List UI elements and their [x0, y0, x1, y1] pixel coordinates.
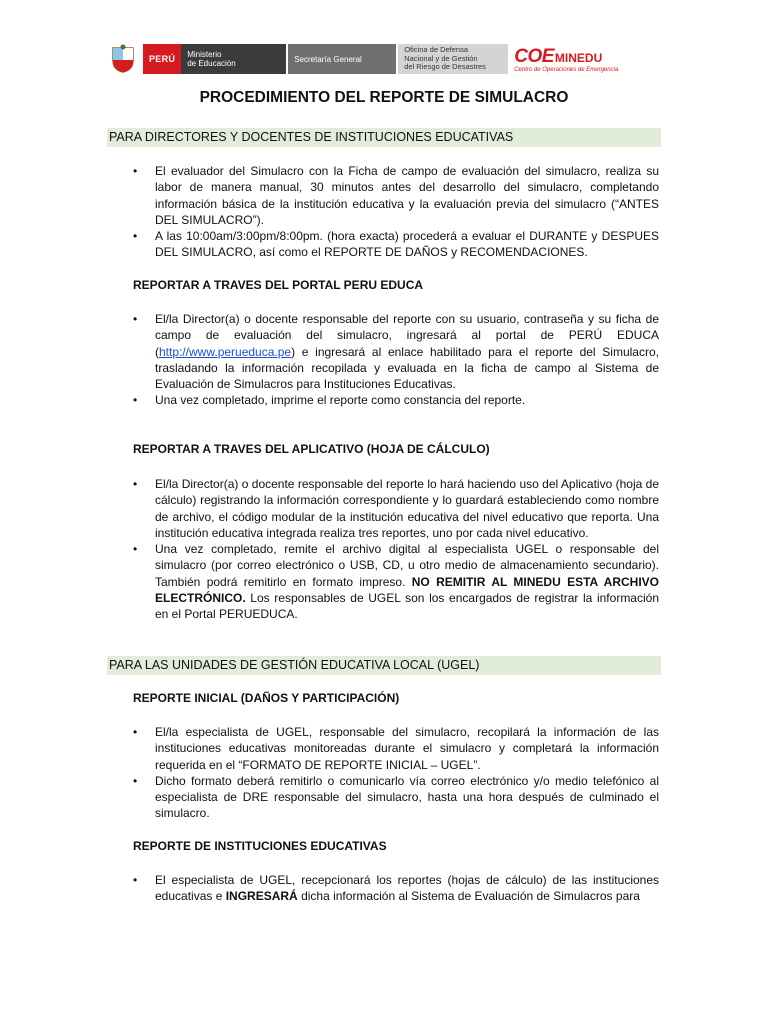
peru-label: PERÚ	[149, 54, 176, 64]
minedu-logo-text: MINEDU	[554, 50, 603, 65]
aplicativo-b2-text-after: Los responsables de UGEL son los encargados de registrar la información en el Portal PERUEDUCA.	[155, 591, 659, 622]
coe-subtitle: Centro de Operaciones de Emergencia	[514, 66, 619, 73]
subheading-reporte-ie: REPORTE DE INSTITUCIONES EDUCATIVAS	[133, 839, 387, 853]
list-item: • Dicho formato deberá remitirlo o comunicarlo vía correo electrónico y/o medio telefónico al especialista de DRE responsable del simulacro, hasta una hora después de culminado el simulacro.	[133, 773, 659, 822]
header-logos	[107, 44, 675, 74]
coe-minedu-logo	[514, 46, 618, 73]
peru-brand	[143, 44, 181, 74]
secretaria-label: Secretaría General	[294, 54, 362, 64]
list-item	[133, 541, 659, 622]
aplicativo-bullet-list	[133, 476, 659, 623]
portal-b1-text-after: ) e ingresará al enlace habilitado para el reporte del Simulacro, trasladando la información recopilada y evaluada en la ficha de campo al Sistema de Evaluación de Simulacros para Instituciones Educativas.	[155, 344, 659, 392]
reporte-ie-b1-bold: INGRESARÁ	[225, 889, 298, 904]
list-item: • A las 10:00am/3:00pm/8:00pm. (hora exacta) procederá a evaluar el DURANTE y DESPUES DEL SIMULACRO, así como el REPORTE DE DAÑOS y RECOMENDACIONES.	[133, 228, 659, 261]
peru-coat-of-arms-icon	[107, 43, 139, 75]
reporte-inicial-bullet-list	[133, 724, 659, 822]
coe-logo-text: COE	[514, 45, 554, 67]
oficina-line3: del Riesgo de Desastres	[404, 62, 486, 72]
perueduca-link[interactable]: http://www.perueduca.pe	[159, 344, 292, 359]
oficina-line2: Nacional y de Gestión	[404, 53, 478, 63]
subheading-reporte-inicial: REPORTE INICIAL (DAÑOS Y PARTICIPACIÓN)	[133, 691, 400, 705]
portal-bullet-list	[133, 311, 659, 409]
oficina-block	[398, 44, 508, 74]
reporte-ie-b1-text: El especialista de UGEL, recepcionará los reportes (hojas de cálculo) de las instituciones educativas e	[155, 873, 659, 904]
reporte-ie-bullet-list	[133, 872, 659, 905]
oficina-line1: Oficina de Defensa	[404, 45, 469, 55]
subheading-aplicativo: REPORTAR A TRAVES DEL APLICATIVO (HOJA DE CÁLCULO)	[133, 442, 490, 456]
list-item	[133, 311, 659, 392]
subheading-portal-perueduca: REPORTAR A TRAVES DEL PORTAL PERU EDUCA	[133, 278, 424, 292]
section-heading-directores: PARA DIRECTORES Y DOCENTES DE INSTITUCIONES EDUCATIVAS	[107, 128, 661, 147]
section-heading-ugel: PARA LAS UNIDADES DE GESTIÓN EDUCATIVA LOCAL (UGEL)	[107, 656, 661, 675]
secretaria-block	[288, 44, 396, 74]
list-item	[133, 872, 659, 905]
ministerio-line1: Ministerio	[187, 50, 222, 59]
ministerio-line2: de Educación	[187, 59, 236, 68]
aplicativo-b2-bold: NO REMITIR AL MINEDU ESTA ARCHIVO ELECTRÓNICO.	[155, 574, 659, 606]
list-item: • Una vez completado, imprime el reporte como constancia del reporte.	[133, 392, 659, 408]
list-item: • El/la especialista de UGEL, responsable del simulacro, recopilará la información de las instituciones educativas monitoreadas durante el simulacro y completará la información requerida en el “FORMATO DE REPORTE INICIAL – UGEL”.	[133, 724, 659, 773]
list-item: • El evaluador del Simulacro con la Ficha de campo de evaluación del simulacro, realiza su labor de manera manual, 30 minutos antes del desarrollo del simulacro, completando información básica de la institución educativa y la evaluación previa del simulacro (“ANTES DEL SIMULACRO”).	[133, 163, 659, 228]
page-title: PROCEDIMIENTO DEL REPORTE DE SIMULACRO	[199, 89, 569, 106]
aplicativo-b2-text: Una vez completado, remite el archivo digital al especialista UGEL o responsable del simulacro (por correo electrónico o USB, CD, u otro medio de almacenamiento secundario). También podrá remitirlo en formato impreso.	[155, 542, 659, 589]
list-item: • El/la Director(a) o docente responsable del reporte lo hará haciendo uso del Aplicativo (hoja de cálculo) registrando la información correspondiente y lo guardará estableciendo como nombre de archivo, el código modular de la institución educativa del nivel educativo que reporta. Una institución educativa integrada realiza tres reportes, uno por cada nivel educativo.	[133, 476, 659, 541]
section1-bullet-list	[133, 163, 659, 261]
ministerio-block	[181, 44, 286, 74]
reporte-ie-b1-text-after: dicha información al Sistema de Evaluación de Simulacros para	[297, 889, 640, 904]
portal-b1-text: El/la Director(a) o docente responsable del reporte con su usuario, contraseña y su ficha de campo de evaluación del simulacro, ingresará al portal de PERÚ EDUCA (	[155, 312, 659, 359]
